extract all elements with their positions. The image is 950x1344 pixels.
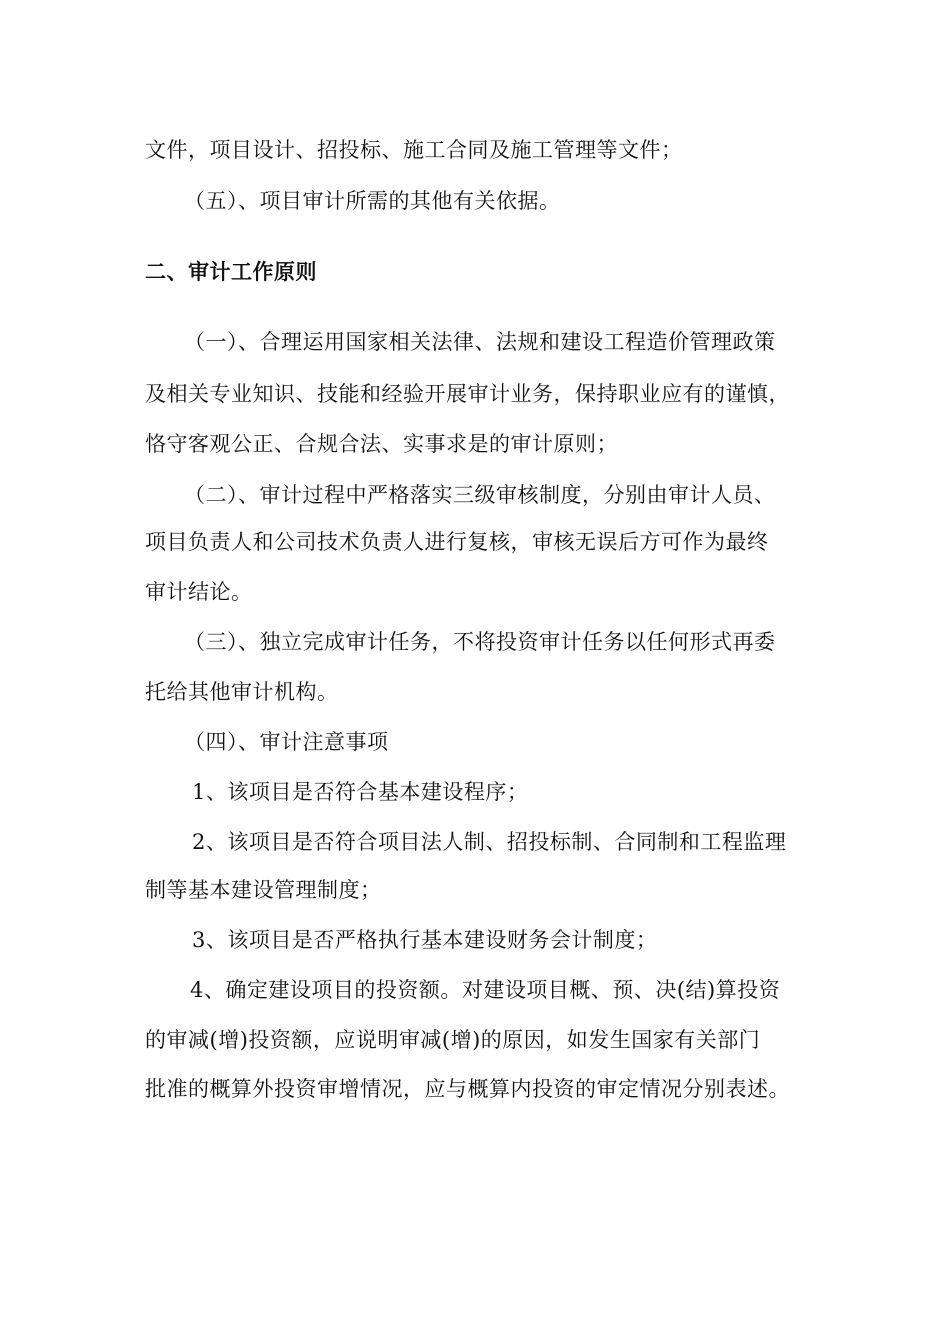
body-line: （二）、审计过程中严格落实三级审核制度，分别由审计人员、 — [184, 483, 776, 507]
body-line: （一）、合理运用国家相关法律、法规和建设工程造价管理政策 — [184, 330, 776, 354]
body-line: 1、该项目是否符合基本建设程序； — [192, 780, 529, 804]
body-line: 批准的概算外投资审增情况，应与概算内投资的审定情况分别表述。 — [145, 1077, 790, 1101]
body-line: 4、确定建设项目的投资额。对建设项目概、预、决(结)算投资 — [190, 978, 781, 1002]
body-line: （三）、独立完成审计任务，不将投资审计任务以任何形式再委 — [184, 630, 776, 654]
body-line: 项目负责人和公司技术负责人进行复核，审核无误后方可作为最终 — [145, 530, 769, 554]
body-line: 文件，项目设计、招投标、施工合同及施工管理等文件； — [145, 138, 683, 162]
body-line: 托给其他审计机构。 — [145, 680, 339, 704]
body-line: 2、该项目是否符合项目法人制、招投标制、合同制和工程监理 — [192, 830, 787, 854]
body-line: 审计结论。 — [145, 580, 253, 604]
body-line: 的审减(增)投资额，应说明审减(增)的原因，如发生国家有关部门 — [145, 1028, 761, 1052]
body-line: 3、该项目是否严格执行基本建设财务会计制度； — [192, 928, 658, 952]
section-heading: 二、审计工作原则 — [145, 260, 317, 284]
body-line: （四）、审计注意事项 — [184, 730, 389, 754]
body-line: （五）、项目审计所需的其他有关依据。 — [184, 189, 561, 213]
body-line: 恪守客观公正、合规合法、实事求是的审计原则； — [145, 432, 618, 456]
body-line: 及相关专业知识、技能和经验开展审计业务，保持职业应有的谨慎， — [145, 382, 790, 406]
body-line: 制等基本建设管理制度； — [145, 878, 382, 902]
